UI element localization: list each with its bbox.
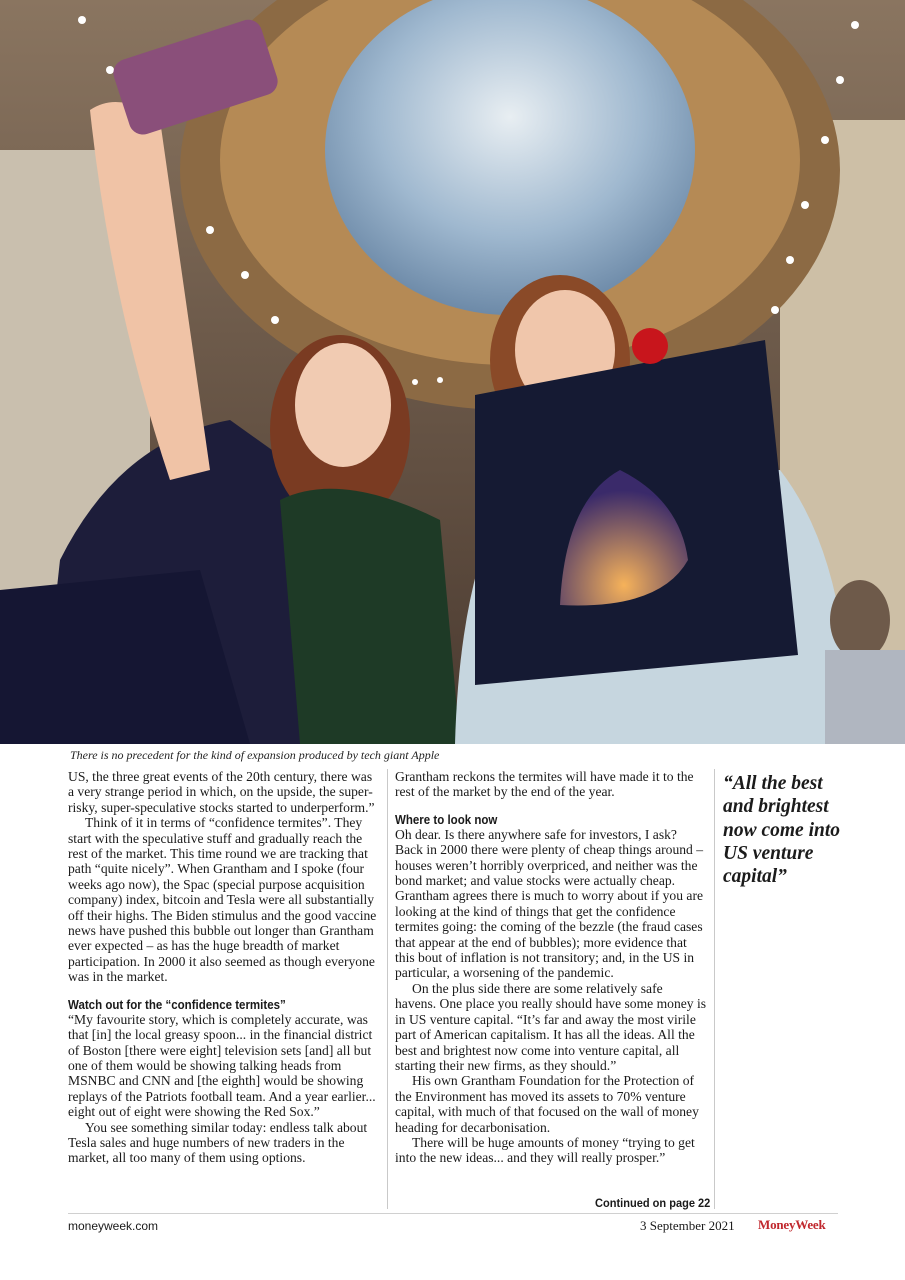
- photo-caption: There is no precedent for the kind of expansion produced by tech giant Apple: [70, 748, 440, 762]
- paragraph: His own Grantham Foundation for the Protection of the Environment has moved its assets to 70% venture capital, with much of that focused on the wall of money heading for decarbonisation.: [395, 1073, 699, 1135]
- paragraph: Think of it in terms of “confidence termites”. They start with the speculative stuff and gradually reach the rest of the market. This time round we are tracking that path “quite nicely”. When Grantham and I spoke (four weeks ago now), the Spac (special purpose acquisition company) index, bitcoin and Tesla were all substantially off their highs. The Biden stimulus and the good vaccine news have pushed this bubble out longer than Grantham ever expected – as has the huge breadth of market participation. In 2000 it also seemed as though everyone was in the market.: [68, 815, 377, 985]
- paragraph: “My favourite story, which is completely accurate, was that [in] the local greasy spoon... in the financial district of Boston [there were eight] television sets [and] all but one of them would be showing talking heads from MSNBC and CNN and [the eighth] would be showing replays of the Patriots football team. And a year earlier... eight out of eight were showing the Red Sox.”: [68, 1011, 376, 1120]
- paragraph: Oh dear. Is there anywhere safe for investors, I ask? Back in 2000 there were plenty of cheap things around – houses weren’t horribly overpriced, and neither was the bond market; and value stocks were actually cheap. Grantham agrees there is much to worry about if you are looking at the kind of things that get the confidence termites going: the coming of the bezzle (the fraud cases that appear at the end of bubbles); more evidence that this bout of inflation is not transitory; and, in the US in particular, a worsening of the pandemic.: [395, 826, 704, 981]
- paragraph: There will be huge amounts of money “trying to get into the new ideas... and they will really prosper.”: [395, 1134, 695, 1166]
- footer-site-link[interactable]: moneyweek.com: [68, 1219, 159, 1233]
- paragraph: On the plus side there are some relatively safe havens. One place you really should have some money is in US venture capital. “It’s far and away the most virile part of American capitalism. It has all the ideas. All the best and brightest now come into venture capital, all starting their new firms, as they should.”: [395, 980, 707, 1073]
- column-divider: [714, 769, 715, 1209]
- paragraph: US, the three great events of the 20th century, there was a very strange period in which, on the upside, the super-risky, super-speculative stocks started to underperform.”: [68, 769, 375, 815]
- article-column-2: [395, 769, 707, 1166]
- paragraph: Grantham reckons the termites will have made it to the rest of the market by the end of the year.: [395, 769, 694, 800]
- paragraph: You see something similar today: endless talk about Tesla sales and huge numbers of new traders in the market, all too many of them using options.: [68, 1119, 368, 1166]
- column-divider: [387, 769, 388, 1209]
- masthead-logo: MoneyWeek: [758, 1217, 826, 1232]
- continued-link[interactable]: Continued on page 22: [595, 1196, 711, 1210]
- subheading: Watch out for the “confidence termites”: [68, 996, 286, 1012]
- article-column-1: [68, 769, 380, 1166]
- footer-divider: [68, 1213, 838, 1214]
- subheading: Where to look now: [395, 811, 498, 827]
- footer-date: 3 September 2021: [640, 1218, 735, 1233]
- pull-quote: “All the best and brightest now come into US venture capital”: [723, 773, 841, 888]
